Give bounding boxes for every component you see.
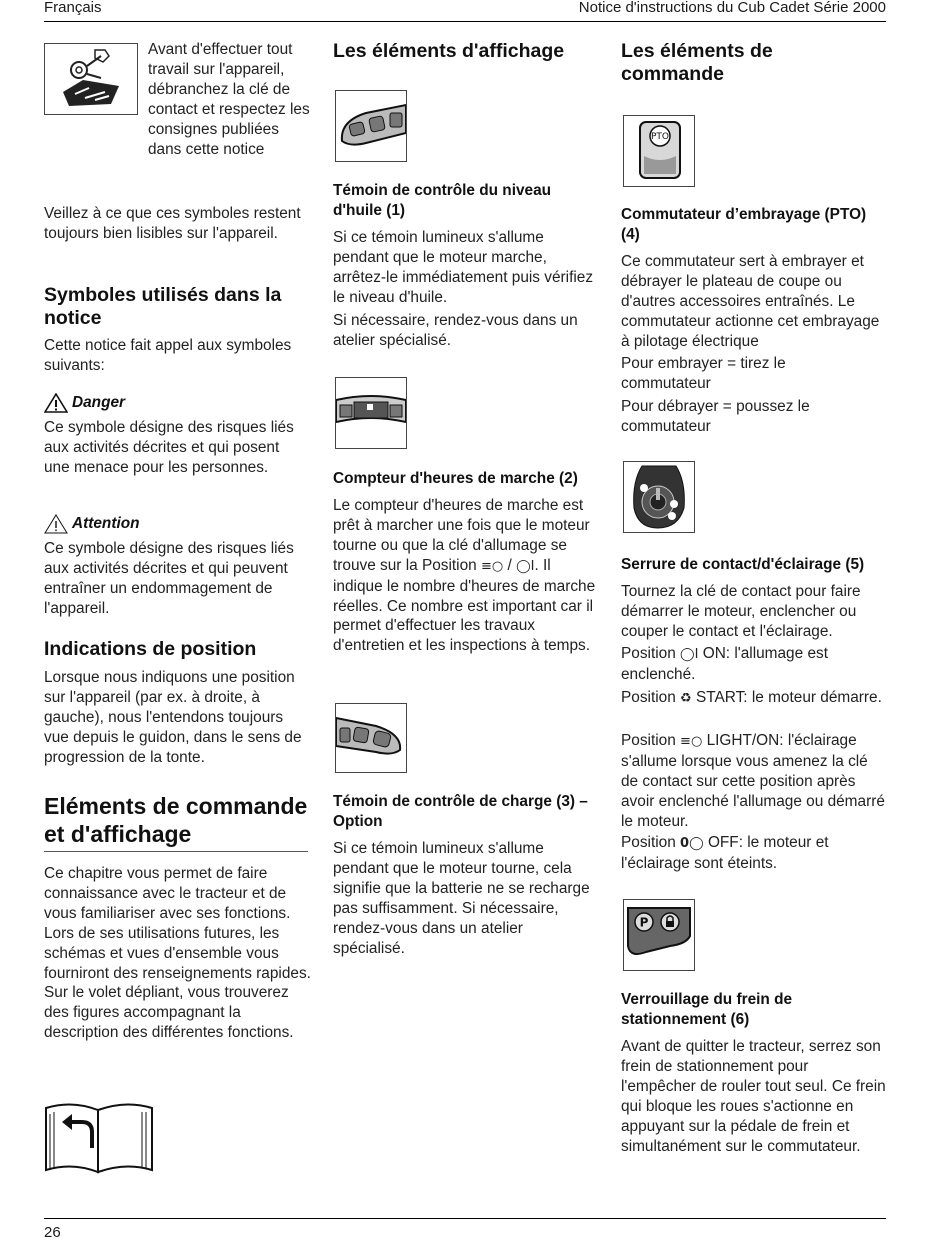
position-light-text: LIGHT/ON: l'éclairage s'allume lorsque vous amenez la clé de contact sur cette position après avoir enclenché l'allumage ou démarré le moteur.	[621, 732, 885, 830]
intro-notice: Avant d'effectuer tout travail sur l'appareil, débranchez la clé de contact et respectez les consignes publiées dans cette notice	[148, 41, 310, 158]
hours-heading: Compteur d'heures de marche (2)	[333, 470, 578, 487]
hours-text-b: . Il indique le nombre d'heures de marche réelles. Ce nombre est important car il permet d'effectuer les travaux d'entretien et les inspections à temps.	[333, 556, 596, 655]
position-start-text: START: le moteur démarre.	[695, 689, 882, 706]
charge-warning-lamp-icon	[335, 703, 407, 773]
footer-rule	[44, 1218, 886, 1219]
hours-text: Le compteur d'heures de marche est prêt à marcher une fois que le moteur tourne ou que la clé d'allumage se trouve sur la Position ≡○ / ◯I. Il indique le nombre d'heures de marche réelles. Ce nombre est important car il permet d'effectuer les travaux d'entretien et les inspections à temps.	[333, 497, 596, 655]
page-number: 26	[44, 1224, 61, 1241]
svg-text:PTO: PTO	[650, 132, 670, 142]
stop-icon: 0◯	[680, 836, 704, 851]
position-on	[621, 644, 887, 685]
pto-switch-icon	[623, 115, 695, 187]
svg-text:P: P	[639, 915, 649, 930]
legibility-text: Veillez à ce que ces symboles restent toujours bien lisibles sur l'appareil.	[44, 205, 301, 242]
ignition-text: Tournez la clé de contact pour faire démarrer le moteur, enclencher ou couper le contact et l'éclairage.	[621, 583, 861, 640]
elements-text: Ce chapitre vous permet de faire connaissance avec le tracteur et de vous familiariser avec ses fonctions. Lors de ses utilisations futures, les schémas et vues d'ensemble vous fourniront des renseignements rapides. Sur le volet dépliant, vous trouverez des figures accompagnant la description des différentes fonctions.	[44, 865, 311, 1042]
attention-text: Ce symbole désigne des risques liés aux activités décrites et qui peuvent entraîner un endommagement de l'appareil.	[44, 540, 294, 617]
ignition-heading: Serrure de contact/d'éclairage (5)	[621, 556, 865, 573]
hour-meter-icon	[335, 377, 407, 449]
danger-text: Ce symbole désigne des risques liés aux activités décrites et qui posent une menace pour les personnes.	[44, 419, 294, 476]
header-language: Français	[44, 0, 102, 16]
parking-brake-button-icon	[623, 899, 695, 971]
pto-heading: Commutateur d’embrayage (PTO) (4)	[621, 206, 867, 243]
attention-title	[44, 514, 140, 534]
brake-text: Avant de quitter le tracteur, serrez son frein de stationnement pour l'empêcher de rouler tout seul. Ce frein qui bloque les roues s'actionne en appuyant sur la pédale de frein et simultanément sur le commutateur.	[621, 1038, 886, 1155]
position-text: Lorsque nous indiquons une position sur l'appareil (par ex. à droite, à gauche), nous l'entendons toujours vue depuis le guidon, dans le sens de progression de la tonte.	[44, 669, 302, 766]
hours-text-a: Le compteur d'heures de marche est prêt à marcher une fois que le moteur tourne ou que la clé d'allumage se trouve sur la Position	[333, 497, 590, 574]
position-heading: Indications de position	[44, 638, 257, 660]
pto-disengage: Pour débrayer = poussez le commutateur	[621, 398, 810, 435]
elements-heading: Eléments de commande et d'affichage	[44, 793, 308, 847]
position-word: Position	[621, 732, 676, 749]
charge-text: Si ce témoin lumineux s'allume pendant que le moteur tourne, cela signifie que la batterie ne se recharge pas suffisamment. Si nécessaire, rendez-vous dans un atelier spécialisé.	[333, 840, 590, 957]
symbols-heading: Symboles utilisés dans la notice	[44, 284, 282, 329]
light-position-icon: ≡○	[481, 558, 504, 574]
pto-text: Ce commutateur sert à embrayer et débrayer le plateau de coupe ou d'autres accessoires entraînés. Le commutateur actionne cet embrayage à pilotage électrique	[621, 253, 880, 350]
section-rule	[44, 851, 308, 852]
charge-heading: Témoin de contrôle de charge (3) – Option	[333, 793, 588, 830]
attention-label: Attention	[72, 515, 140, 532]
position-word: Position	[621, 834, 676, 851]
position-word: Position	[621, 689, 676, 706]
control-elements-heading: Les éléments de commande	[621, 40, 773, 85]
brake-heading: Verrouillage du frein de stationnement (6)	[621, 991, 793, 1028]
open-book-fold-out-icon	[44, 1098, 156, 1176]
display-elements-heading: Les éléments d'affichage	[333, 40, 565, 62]
position-off-text: OFF: le moteur et l'éclairage sont éteints.	[621, 834, 829, 872]
ignition-on-icon: ◯I	[516, 558, 535, 574]
oil-warning-lamp-icon	[335, 90, 407, 162]
position-word: Position	[621, 645, 676, 662]
danger-title	[44, 393, 125, 413]
page-header	[44, 0, 886, 22]
ignition-key-icon	[623, 461, 695, 533]
position-light	[621, 731, 887, 832]
pto-engage: Pour embrayer = tirez le commutateur	[621, 355, 786, 392]
oil-text-1: Si ce témoin lumineux s'allume pendant que le moteur marche, arrêtez-le immédiatement puis vérifiez le niveau d'huile.	[333, 229, 594, 306]
warning-triangle-icon	[44, 393, 68, 413]
position-on-text: ON: l'allumage est enclenché.	[621, 645, 828, 683]
oil-text-2: Si nécessaire, rendez-vous dans un atelier spécialisé.	[333, 312, 578, 349]
danger-label: Danger	[72, 394, 126, 411]
header-doc-title: Notice d'instructions du Cub Cadet Série 2000	[578, 0, 886, 16]
position-off	[621, 833, 887, 874]
light-position-icon: ≡○	[680, 734, 703, 749]
position-start	[621, 688, 887, 709]
ignition-on-icon: ◯I	[680, 647, 699, 662]
oil-heading: Témoin de contrôle du niveau d'huile (1)	[333, 182, 552, 219]
start-icon: ♻	[680, 691, 692, 706]
symbols-intro: Cette notice fait appel aux symboles suivants:	[44, 337, 292, 374]
key-unplug-icon	[44, 43, 138, 115]
warning-triangle-outline-icon	[44, 514, 68, 534]
